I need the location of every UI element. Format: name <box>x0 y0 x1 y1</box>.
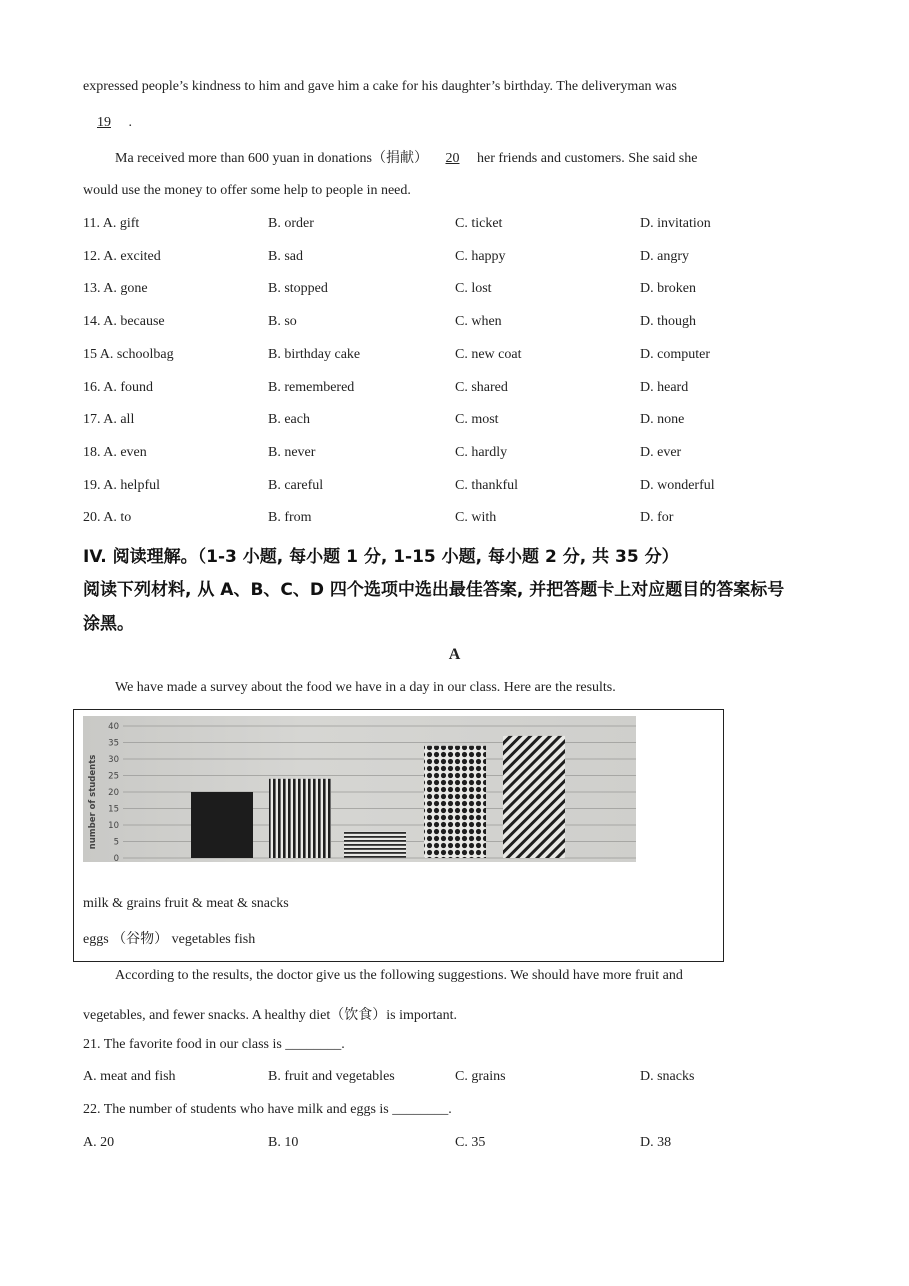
option-b[interactable]: B. sad <box>268 248 303 264</box>
passage-line-2-tail: . <box>128 115 132 130</box>
suggestion-line-2: vegetables, and fewer snacks. A healthy diet（饮食）is important. <box>83 1008 458 1023</box>
option-a[interactable]: 11. A. gift <box>83 216 140 231</box>
bar <box>344 832 406 858</box>
option-b[interactable]: B. from <box>268 510 312 526</box>
y-tick-label: 15 <box>108 804 119 815</box>
option-c[interactable]: C. hardly <box>455 444 508 460</box>
option-a[interactable]: 18. A. even <box>83 444 147 460</box>
passage-line-3-post: her friends and customers. She said she <box>476 151 698 166</box>
option-c[interactable]: C. new coat <box>455 346 522 362</box>
y-tick-label: 10 <box>108 821 119 831</box>
q21-option-b[interactable]: B. fruit and vegetables <box>268 1069 395 1084</box>
option-b[interactable]: B. so <box>268 314 297 330</box>
question-21-stem: 21. The favorite food in our class is ________. <box>83 1037 345 1052</box>
option-row <box>83 314 843 334</box>
bar <box>503 736 565 858</box>
q21-option-a[interactable]: A. meat and fish <box>83 1069 176 1084</box>
option-a[interactable]: 14. A. because <box>83 314 165 330</box>
survey-intro: We have made a survey about the food we have in a day in our class. Here are the results. <box>115 680 616 695</box>
option-d[interactable]: D. ever <box>640 444 682 460</box>
passage-title: A <box>448 646 461 663</box>
survey-bar-chart <box>83 716 636 862</box>
option-c[interactable]: C. most <box>455 412 499 428</box>
y-tick-label: 40 <box>108 722 119 732</box>
passage-line-3 <box>115 147 697 167</box>
option-row <box>83 216 843 236</box>
option-a[interactable]: 17. A. all <box>83 412 135 428</box>
blank-20[interactable]: 20 <box>445 151 460 166</box>
passage-line-2 <box>83 115 132 131</box>
option-row <box>83 478 843 498</box>
y-tick-label: 0 <box>113 854 119 862</box>
option-d[interactable]: D. computer <box>640 346 710 362</box>
bar <box>269 779 331 858</box>
question-22-stem: 22. The number of students who have milk and eggs is ________. <box>83 1102 452 1117</box>
section-instruction-1: 阅读下列材料, 从 A、B、C、D 四个选项中选出最佳答案, 并把答题卡上对应题目的答案标号 <box>83 580 785 600</box>
passage-line-3-pre: Ma received more than 600 yuan in donations（捐献） <box>115 151 428 166</box>
y-tick-label: 20 <box>108 788 119 798</box>
option-d[interactable]: D. heard <box>640 379 689 395</box>
option-row <box>83 412 843 432</box>
option-c[interactable]: C. lost <box>455 281 492 297</box>
option-a[interactable]: 19. A. helpful <box>83 477 160 493</box>
option-c[interactable]: C. with <box>455 510 497 526</box>
q22-option-c[interactable]: C. 35 <box>455 1135 486 1150</box>
bar <box>424 746 486 858</box>
option-row <box>83 249 843 269</box>
category-labels-row-1: milk & grains fruit & meat & snacks <box>83 896 289 911</box>
option-a[interactable]: 12. A. excited <box>83 248 161 264</box>
q22-option-a[interactable]: A. 20 <box>83 1135 115 1150</box>
y-tick-label: 30 <box>108 755 119 765</box>
option-b[interactable]: B. each <box>268 412 310 428</box>
option-b[interactable]: B. remembered <box>268 379 355 395</box>
option-a[interactable]: 15 A. schoolbag <box>83 346 174 362</box>
y-tick-label: 25 <box>108 771 119 782</box>
option-row <box>83 281 843 301</box>
category-labels-row-2: eggs （谷物） vegetables fish <box>83 932 256 947</box>
blank-19[interactable]: 19 <box>97 115 111 130</box>
option-d[interactable]: D. though <box>640 314 696 330</box>
q21-option-d[interactable]: D. snacks <box>640 1069 695 1084</box>
option-d[interactable]: D. invitation <box>640 216 711 231</box>
option-d[interactable]: D. angry <box>640 248 689 264</box>
option-row <box>83 347 843 367</box>
option-c[interactable]: C. happy <box>455 248 506 264</box>
q21-option-c[interactable]: C. grains <box>455 1069 506 1084</box>
passage-line-1: expressed people’s kindness to him and gave him a cake for his daughter’s birthday. The deliveryman was <box>83 79 677 94</box>
option-row <box>83 445 843 465</box>
option-d[interactable]: D. wonderful <box>640 477 715 493</box>
option-b[interactable]: B. careful <box>268 477 324 493</box>
option-c[interactable]: C. thankful <box>455 477 518 493</box>
option-row <box>83 380 843 400</box>
y-tick-label: 5 <box>113 837 119 848</box>
section-heading: IV. 阅读理解。（1-3 小题, 每小题 1 分, 1-15 小题, 每小题 2 分, 共 35 分） <box>83 547 679 567</box>
passage-line-4: would use the money to offer some help to people in need. <box>83 183 411 198</box>
bar <box>191 792 253 858</box>
question-21-options <box>83 1069 843 1089</box>
option-b[interactable]: B. never <box>268 444 316 460</box>
option-b[interactable]: B. stopped <box>268 281 328 297</box>
y-axis-label: number of students <box>88 754 98 850</box>
q22-option-b[interactable]: B. 10 <box>268 1135 299 1150</box>
option-a[interactable]: 13. A. gone <box>83 281 148 297</box>
suggestion-line-1: According to the results, the doctor give us the following suggestions. We should have more fruit and <box>115 968 683 983</box>
survey-chart-box <box>73 709 724 962</box>
option-b[interactable]: B. birthday cake <box>268 346 361 362</box>
y-tick-label: 35 <box>108 738 119 749</box>
option-c[interactable]: C. ticket <box>455 216 503 231</box>
q22-option-d[interactable]: D. 38 <box>640 1135 672 1150</box>
option-d[interactable]: D. none <box>640 412 685 428</box>
option-d[interactable]: D. for <box>640 510 674 526</box>
option-b[interactable]: B. order <box>268 216 314 231</box>
option-a[interactable]: 16. A. found <box>83 379 153 395</box>
question-22-options <box>83 1135 843 1155</box>
option-c[interactable]: C. when <box>455 314 502 330</box>
option-row <box>83 510 843 530</box>
section-instruction-2: 涂黑。 <box>83 614 134 634</box>
option-d[interactable]: D. broken <box>640 281 696 297</box>
survey-chart-photo <box>83 716 636 862</box>
option-a[interactable]: 20. A. to <box>83 510 132 526</box>
option-c[interactable]: C. shared <box>455 379 508 395</box>
